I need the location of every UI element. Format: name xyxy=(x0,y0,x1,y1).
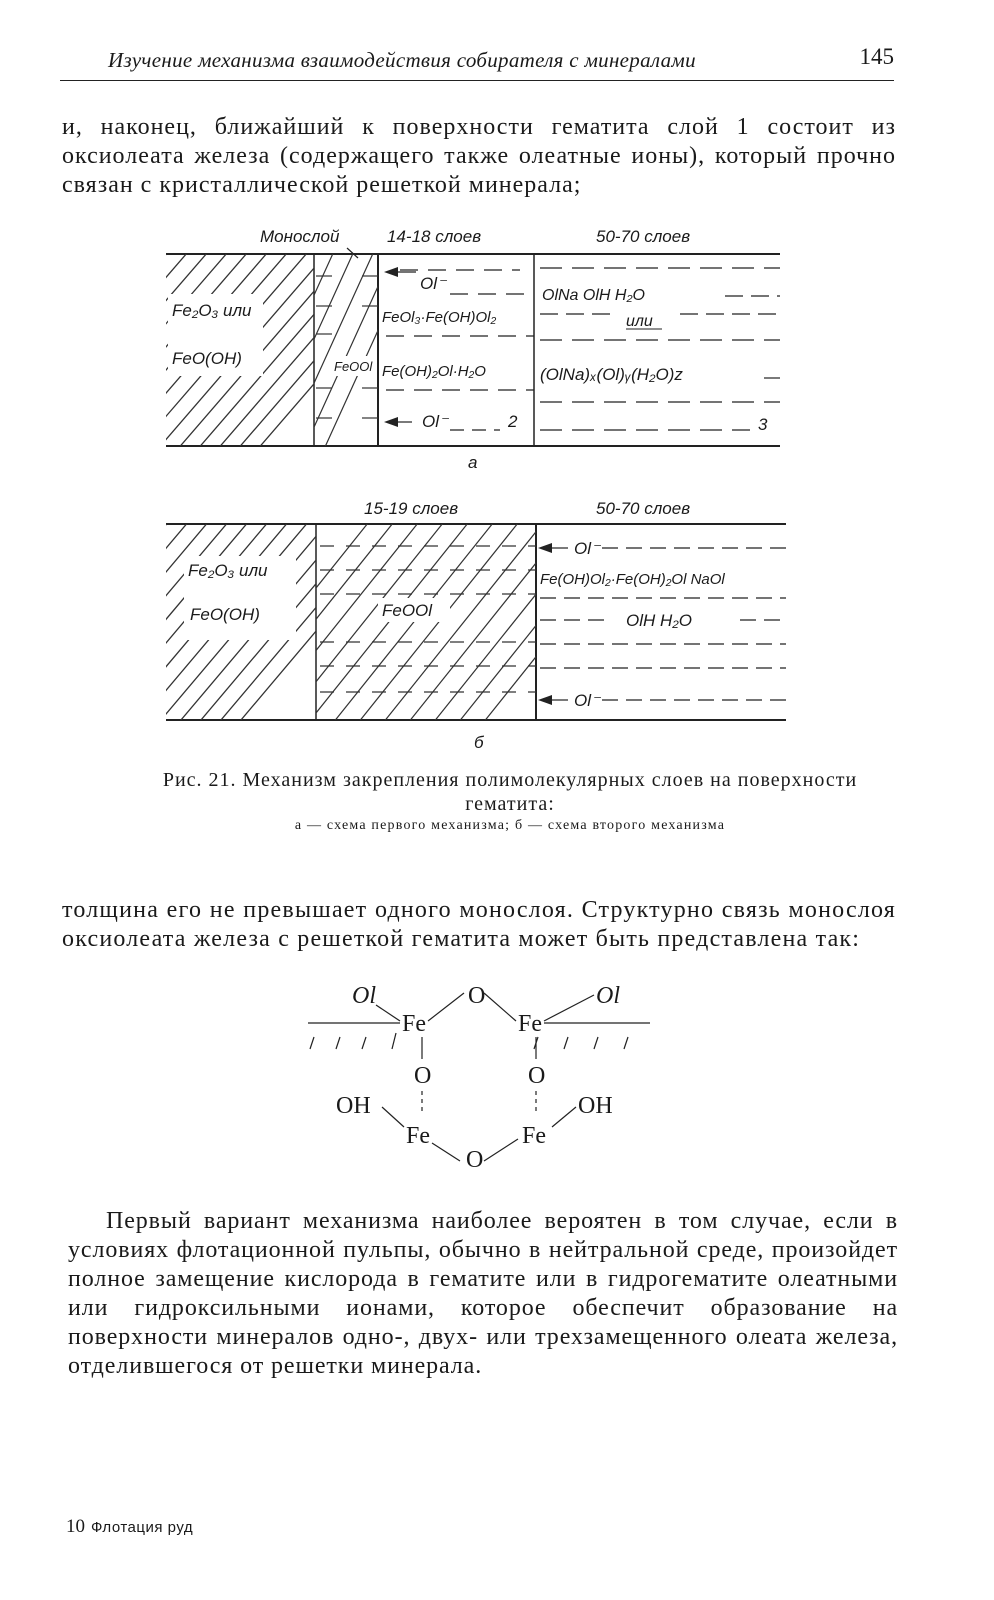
mineral-feooh-b: FeO(OH) xyxy=(190,605,260,624)
header-rule xyxy=(60,80,894,81)
mineral-fe2o3-a: Fe₂O₃ или xyxy=(172,301,252,320)
label-layers-50-70-a: 50-70 слоев xyxy=(596,227,691,246)
paragraph-2: толщина его не превышает одного монослоя. Структурно связь монослоя оксиолеата железа с решеткой гематита может быть представлена так: xyxy=(62,897,896,952)
mineral-fe2o3-b: Fe₂O₃ или xyxy=(188,561,268,580)
mid-feoh2-complex: Fe(OH)₂Ol·H₂O xyxy=(382,363,486,380)
formula-fe-bottom-left: Fe xyxy=(406,1123,430,1149)
paragraph-1: и, наконец, ближайший к поверхности гематита слой 1 состоит из оксиолеата железа (содержащего также олеатные ионы), который прочно связан с кристаллической решеткой минерала; xyxy=(62,114,896,198)
paragraph-3: Первый вариант механизма наиболее вероятен в том случае, если в условиях флотационной пульпы, обычно в нейтральной среде, произойдет полное замещение кислорода в гематите или в гидрогематите олеатными или гидроксильными ионами, которое обеспечит образование на поверхности минералов одно-, двух- или трехзамещенного олеата железа, отделившегося от решетки минерала. xyxy=(68,1208,898,1379)
formula-ol-right: Ol xyxy=(596,983,620,1009)
figure-panel-b xyxy=(150,499,786,748)
right-ol-b-bottom: Ol⁻ xyxy=(574,691,600,710)
figure-subcaption: а — схема первого механизма; б — схема второго механизма xyxy=(294,818,726,833)
formula-o-right: O xyxy=(528,1063,546,1089)
formula-fe-bottom-right: Fe xyxy=(522,1123,546,1149)
formula-fe-top-left: Fe xyxy=(402,1011,426,1037)
figure-21 xyxy=(150,218,800,748)
figure-caption: Рис. 21. Механизм закрепления полимолекулярных слоев на поверхности гематита: xyxy=(162,769,858,815)
formula-ol-left: Ol xyxy=(352,983,376,1009)
label-monolayer: Монослой xyxy=(260,227,340,246)
mineral-feooh-a: FeO(OH) xyxy=(172,349,242,368)
formula-oh-left: OH xyxy=(336,1093,371,1119)
formula-o-top: O xyxy=(468,983,486,1009)
right-ol-b-top: Ol⁻ xyxy=(574,539,600,558)
page-number: 145 xyxy=(859,44,894,69)
structural-formula xyxy=(300,975,660,1175)
signature-number: 10 xyxy=(66,1516,85,1537)
panel-a-label: а xyxy=(468,453,478,472)
formula-oh-right: OH xyxy=(578,1093,613,1119)
label-layers-50-70-b: 50-70 слоев xyxy=(596,499,691,518)
mid-ol-a-top: Ol⁻ xyxy=(420,274,446,293)
panel-b-label: б xyxy=(474,733,484,748)
signature-footer xyxy=(66,1516,193,1538)
figure-panel-a xyxy=(150,227,780,472)
formula-o-bottom: O xyxy=(466,1147,484,1173)
monolayer-feool: FeOOl xyxy=(334,359,373,374)
formula-bonds xyxy=(308,993,650,1161)
mid-ol-a-bottom: Ol⁻ xyxy=(422,412,448,431)
label-layers-15-19: 15-19 слоев xyxy=(364,499,459,518)
layer-number-3: 3 xyxy=(758,415,768,434)
right-olh-h2o-b: OlH H₂O xyxy=(626,611,692,630)
right-fe-oh-complex-b: Fe(OH)Ol₂·Fe(OH)₂Ol NaOl xyxy=(540,571,725,588)
formula-o-left: O xyxy=(414,1063,432,1089)
label-layers-14-18: 14-18 слоев xyxy=(387,227,482,246)
layer-number-2: 2 xyxy=(508,412,518,431)
right-olna-x-complex: (OlNa)ₓ(Ol)ᵧ(H₂O)z xyxy=(540,365,683,384)
running-header xyxy=(60,44,894,78)
right-olna-olh-h2o: OlNa OlH H₂O xyxy=(542,287,645,304)
signature-title: Флотация руд xyxy=(91,1519,194,1536)
right-or: или xyxy=(626,313,653,330)
running-title: Изучение механизма взаимодействия собирателя с минералами xyxy=(108,48,696,72)
mid-feol3-complex: FeOl₃·Fe(OH)Ol₂ xyxy=(382,309,497,326)
formula-fe-top-right: Fe xyxy=(518,1011,542,1037)
feool-label-b: FeOOl xyxy=(382,601,433,620)
